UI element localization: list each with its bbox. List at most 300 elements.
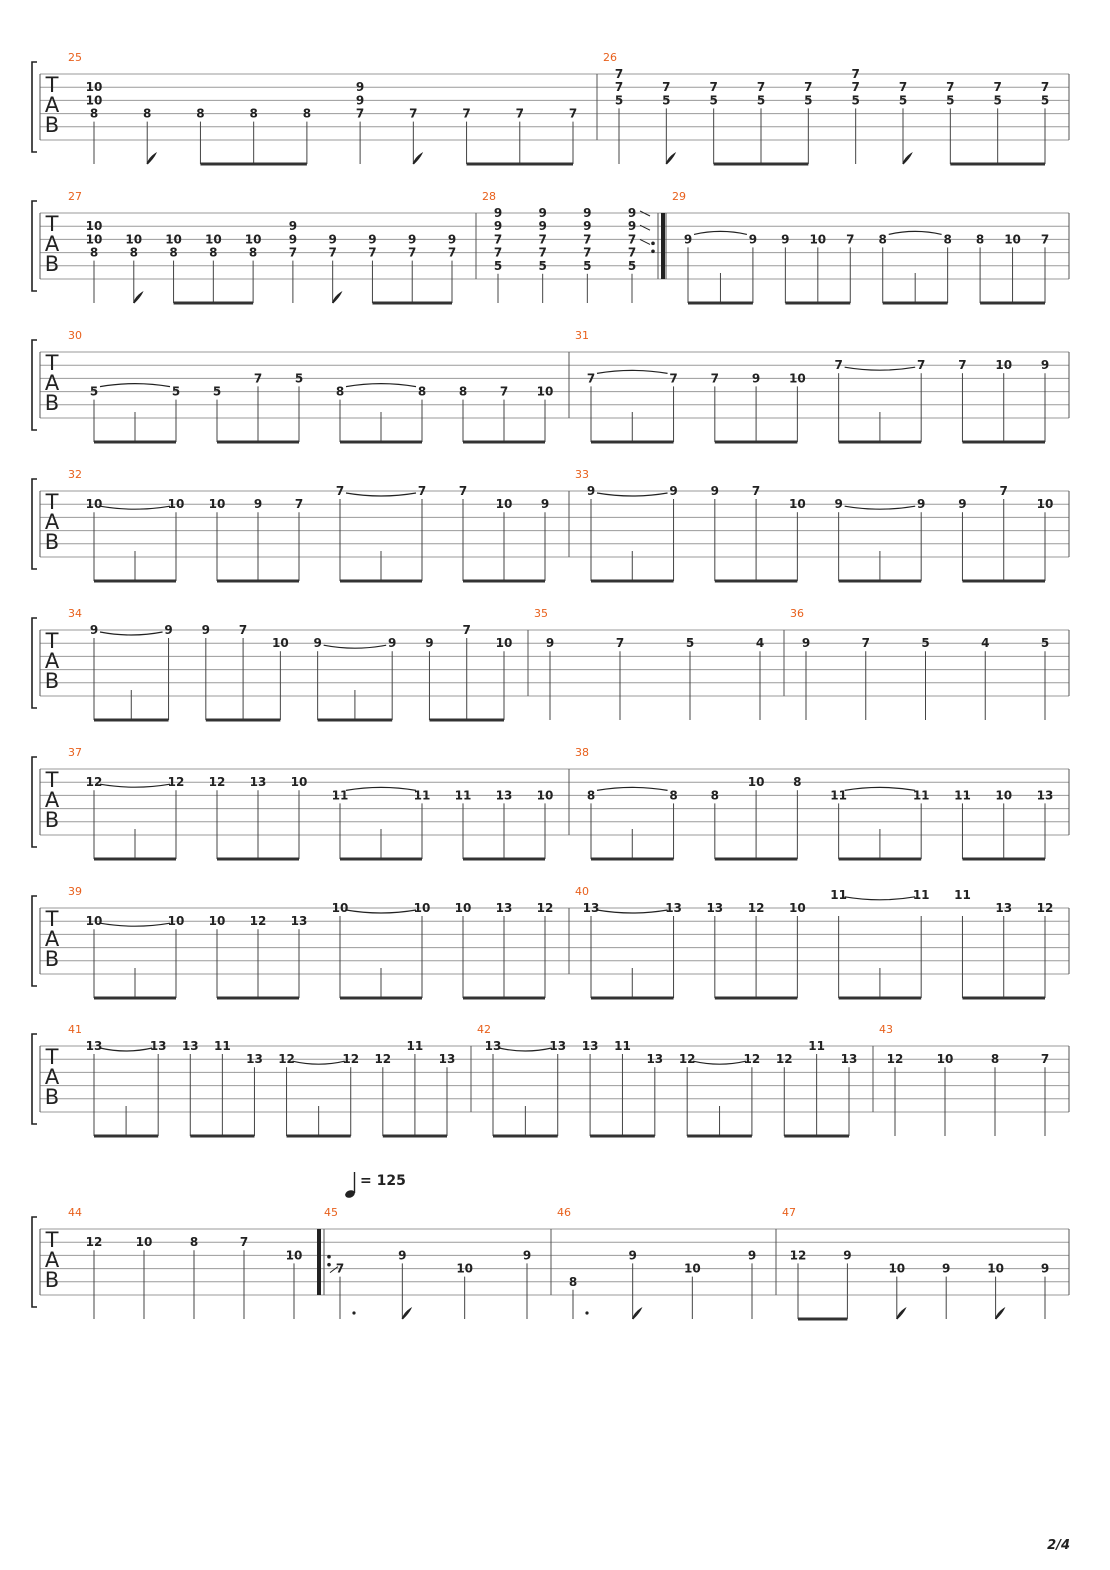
note bbox=[808, 1039, 825, 1136]
fret-number: 7 bbox=[1040, 1052, 1050, 1067]
fret-number: 7 bbox=[804, 80, 813, 95]
fret-number: 10 bbox=[85, 497, 103, 512]
note bbox=[995, 358, 1012, 442]
note bbox=[781, 232, 789, 303]
note bbox=[418, 484, 426, 581]
fret-number: 7 bbox=[238, 623, 248, 637]
note bbox=[744, 1052, 761, 1136]
fret-number: 5 bbox=[662, 93, 671, 108]
fret-number: 10 bbox=[413, 901, 431, 915]
measure-number: 28 bbox=[482, 190, 496, 203]
fret-number: 7 bbox=[1040, 80, 1050, 95]
fret-number: 10 bbox=[285, 1248, 303, 1263]
note bbox=[330, 1262, 356, 1319]
note bbox=[209, 497, 226, 581]
note bbox=[913, 888, 930, 998]
note bbox=[202, 623, 210, 720]
tab-clef-letter: A bbox=[44, 371, 60, 395]
note bbox=[942, 1262, 950, 1319]
fret-number: 9 bbox=[942, 1261, 951, 1276]
note bbox=[456, 1262, 473, 1319]
note bbox=[165, 232, 182, 303]
fret-number: 9 bbox=[288, 219, 298, 234]
note bbox=[272, 636, 289, 720]
fret-number: 8 bbox=[568, 1274, 578, 1289]
fret-number: 10 bbox=[85, 219, 103, 234]
measure-29 bbox=[672, 190, 1049, 303]
system-bracket bbox=[32, 340, 37, 430]
note bbox=[408, 232, 416, 303]
fret-number: 8 bbox=[878, 232, 887, 247]
tab-clef-letter: T bbox=[45, 73, 59, 97]
note bbox=[523, 1248, 531, 1319]
tie-arc bbox=[845, 367, 916, 370]
tab-clef-letter: T bbox=[45, 212, 59, 236]
tab-clef-letter: B bbox=[44, 113, 60, 137]
note bbox=[752, 484, 760, 581]
fret-number: 5 bbox=[1040, 636, 1050, 651]
fret-number: 10 bbox=[789, 901, 806, 915]
note bbox=[616, 636, 624, 720]
fret-number: 10 bbox=[495, 636, 513, 651]
fret-number: 7 bbox=[583, 245, 592, 260]
fret-number: 9 bbox=[628, 1248, 637, 1263]
tie-arc bbox=[100, 784, 170, 787]
repeat-dot bbox=[651, 242, 655, 246]
note bbox=[463, 623, 471, 720]
note bbox=[679, 1052, 746, 1136]
fret-number: 9 bbox=[328, 232, 337, 247]
note bbox=[245, 232, 262, 303]
note bbox=[537, 788, 554, 859]
fret-number: 9 bbox=[368, 232, 377, 247]
fret-number: 5 bbox=[898, 93, 908, 108]
fret-number: 10 bbox=[454, 901, 472, 915]
note bbox=[196, 107, 204, 164]
fret-number: 13 bbox=[840, 1052, 858, 1067]
eighth-flag bbox=[996, 1309, 1004, 1319]
measure-number: 29 bbox=[672, 190, 686, 203]
note bbox=[913, 788, 930, 859]
tab-system bbox=[32, 885, 1069, 998]
fret-number: 12 bbox=[85, 1235, 103, 1250]
tie-arc bbox=[845, 506, 916, 509]
fret-number: 4 bbox=[755, 636, 765, 651]
system-bracket bbox=[32, 618, 37, 708]
fret-number: 13 bbox=[181, 1039, 199, 1053]
tab-clef-letter: B bbox=[44, 1268, 60, 1292]
note bbox=[628, 1248, 640, 1319]
note bbox=[976, 232, 984, 303]
note bbox=[342, 1052, 359, 1136]
note bbox=[756, 636, 764, 720]
fret-number: 9 bbox=[545, 636, 555, 651]
fret-number: 10 bbox=[747, 775, 765, 790]
fret-number: 11 bbox=[912, 887, 930, 902]
fret-number: 9 bbox=[355, 80, 365, 95]
note bbox=[709, 80, 717, 164]
note bbox=[706, 901, 723, 998]
fret-number: 10 bbox=[789, 497, 806, 512]
dot bbox=[585, 1311, 588, 1314]
fret-number: 5 bbox=[294, 371, 304, 386]
note bbox=[168, 775, 185, 859]
fret-number: 8 bbox=[990, 1052, 1000, 1067]
note bbox=[1000, 484, 1008, 581]
fret-number: 8 bbox=[169, 245, 178, 260]
fret-number: 8 bbox=[248, 245, 258, 260]
measure-27 bbox=[68, 190, 456, 303]
note bbox=[516, 107, 524, 164]
fret-number: 7 bbox=[493, 245, 503, 260]
fret-number: 8 bbox=[129, 245, 138, 260]
fret-number: 11 bbox=[954, 887, 971, 902]
fret-number: 11 bbox=[808, 1039, 825, 1053]
note bbox=[789, 497, 806, 581]
fret-number: 10 bbox=[1004, 232, 1021, 247]
measure-31 bbox=[575, 329, 1049, 442]
note bbox=[802, 636, 810, 720]
fret-number: 9 bbox=[447, 232, 457, 247]
measure-35 bbox=[534, 607, 764, 720]
note bbox=[425, 636, 433, 720]
note bbox=[448, 232, 456, 303]
fret-number: 10 bbox=[204, 232, 222, 247]
note bbox=[809, 232, 826, 303]
eighth-flag bbox=[147, 154, 155, 164]
note bbox=[790, 1248, 807, 1319]
fret-number: 5 bbox=[171, 384, 181, 399]
measure-45 bbox=[324, 1206, 531, 1319]
tab-clef-letter: A bbox=[44, 93, 60, 117]
repeat-dot bbox=[651, 249, 655, 253]
note bbox=[125, 232, 142, 303]
fret-number: 9 bbox=[747, 1248, 757, 1263]
fret-number: 8 bbox=[335, 384, 345, 399]
note bbox=[374, 1052, 391, 1136]
tie-arc bbox=[346, 910, 416, 913]
fret-number: 13 bbox=[581, 1039, 599, 1053]
measure-43 bbox=[879, 1023, 1049, 1136]
note bbox=[254, 497, 262, 581]
tempo-marking bbox=[344, 1172, 406, 1199]
fret-number: 11 bbox=[413, 788, 431, 803]
measure-36 bbox=[790, 607, 1049, 720]
fret-number: 7 bbox=[999, 484, 1008, 498]
note bbox=[240, 1235, 248, 1319]
fret-number: 7 bbox=[515, 106, 524, 121]
note bbox=[1037, 788, 1054, 859]
fret-number: 9 bbox=[781, 232, 790, 247]
note bbox=[86, 1039, 153, 1136]
tab-system bbox=[32, 329, 1069, 442]
note bbox=[182, 1039, 199, 1136]
fret-number: 11 bbox=[954, 788, 971, 803]
fret-number: 10 bbox=[125, 232, 143, 247]
note bbox=[172, 385, 180, 442]
fret-number: 12 bbox=[678, 1052, 696, 1067]
note bbox=[250, 914, 267, 998]
note bbox=[336, 484, 416, 581]
tab-clef-letter: B bbox=[44, 530, 60, 554]
note bbox=[995, 788, 1012, 859]
fret-number: 7 bbox=[851, 67, 860, 81]
fret-number: 9 bbox=[493, 206, 503, 220]
eighth-flag bbox=[903, 154, 911, 164]
fret-number: 9 bbox=[1040, 358, 1050, 373]
fret-number: 9 bbox=[408, 232, 417, 247]
note bbox=[646, 1052, 663, 1136]
tab-system bbox=[32, 1023, 1069, 1136]
fret-number: 12 bbox=[85, 775, 103, 790]
fret-number: 7 bbox=[335, 1261, 345, 1276]
fret-number: 12 bbox=[249, 914, 267, 929]
note bbox=[213, 385, 221, 442]
measure-32 bbox=[68, 468, 549, 581]
note bbox=[757, 80, 765, 164]
note bbox=[496, 636, 513, 720]
tie-arc bbox=[100, 632, 163, 635]
fret-number: 5 bbox=[804, 93, 813, 108]
fret-number: 13 bbox=[495, 788, 513, 803]
note bbox=[143, 107, 155, 164]
note bbox=[711, 788, 719, 859]
note bbox=[409, 107, 421, 164]
fret-number: 13 bbox=[1036, 788, 1054, 803]
fret-number: 7 bbox=[335, 484, 345, 498]
tab-clef-letter: A bbox=[44, 788, 60, 812]
tie-arc bbox=[693, 1061, 746, 1064]
fret-number: 10 bbox=[995, 788, 1013, 803]
fret-number: 7 bbox=[669, 371, 678, 386]
measure-42 bbox=[477, 1023, 857, 1136]
note bbox=[336, 384, 416, 442]
fret-number: 7 bbox=[709, 80, 718, 95]
note bbox=[1041, 1052, 1049, 1136]
fret-number: 11 bbox=[331, 788, 349, 803]
fret-number: 10 bbox=[888, 1261, 906, 1276]
fret-number: 8 bbox=[710, 788, 719, 803]
eighth-flag bbox=[413, 154, 421, 164]
note bbox=[834, 358, 915, 442]
note bbox=[496, 788, 513, 859]
note bbox=[793, 775, 801, 859]
tab-clef-letter: T bbox=[45, 1228, 59, 1252]
measure-25 bbox=[68, 51, 577, 164]
note bbox=[439, 1052, 456, 1136]
fret-number: 8 bbox=[975, 232, 985, 247]
fret-number: 5 bbox=[89, 384, 99, 399]
measure-26 bbox=[603, 51, 1049, 164]
fret-number: 9 bbox=[313, 636, 322, 651]
fret-number: 8 bbox=[669, 788, 678, 803]
fret-number: 7 bbox=[614, 80, 624, 95]
note bbox=[86, 914, 170, 998]
fret-number: 12 bbox=[775, 1052, 793, 1067]
note bbox=[1041, 1262, 1049, 1319]
page-number: 2/4 bbox=[1047, 1538, 1070, 1553]
tie-arc bbox=[597, 787, 668, 790]
fret-number: 5 bbox=[1040, 93, 1050, 108]
measure-28 bbox=[482, 190, 663, 303]
note bbox=[254, 371, 262, 442]
fret-number: 10 bbox=[809, 232, 827, 247]
note bbox=[1041, 232, 1049, 303]
note bbox=[494, 206, 502, 303]
note bbox=[669, 788, 677, 859]
tempo-text: = 125 bbox=[360, 1173, 406, 1189]
fret-number: 13 bbox=[495, 901, 513, 915]
fret-number: 9 bbox=[627, 219, 637, 234]
fret-number: 13 bbox=[249, 775, 267, 790]
repeat-dot bbox=[327, 1255, 331, 1259]
fret-number: 9 bbox=[355, 93, 365, 108]
tie-arc bbox=[100, 1048, 152, 1051]
fret-number: 11 bbox=[214, 1039, 231, 1053]
fret-number: 8 bbox=[943, 232, 952, 247]
tie-arc bbox=[597, 493, 668, 496]
fret-number: 7 bbox=[627, 232, 637, 247]
note bbox=[843, 1248, 851, 1319]
note bbox=[239, 623, 247, 720]
note bbox=[587, 787, 668, 859]
note bbox=[628, 206, 650, 303]
tie-arc bbox=[346, 493, 416, 496]
note bbox=[388, 636, 396, 720]
fret-number: 7 bbox=[462, 106, 471, 121]
note bbox=[150, 1039, 167, 1136]
fret-number: 9 bbox=[538, 219, 547, 234]
note bbox=[537, 385, 554, 442]
fret-number: 8 bbox=[458, 384, 468, 399]
tab-system bbox=[32, 1172, 1069, 1319]
note bbox=[776, 1052, 793, 1136]
note bbox=[958, 497, 966, 581]
tie-arc bbox=[889, 231, 942, 234]
note bbox=[214, 1039, 231, 1136]
repeat-dot bbox=[327, 1263, 331, 1267]
fret-number: 10 bbox=[456, 1261, 474, 1276]
measure-34 bbox=[68, 607, 512, 720]
fret-number: 9 bbox=[425, 636, 434, 651]
measure-number: 41 bbox=[68, 1023, 82, 1036]
tab-clef-letter: A bbox=[44, 232, 60, 256]
fret-number: 8 bbox=[143, 106, 152, 121]
note bbox=[455, 901, 472, 998]
fret-number: 10 bbox=[536, 384, 554, 399]
fret-number: 7 bbox=[834, 358, 843, 373]
fret-number: 7 bbox=[458, 484, 468, 498]
fret-number: 5 bbox=[851, 93, 860, 108]
fret-number: 10 bbox=[85, 80, 103, 95]
tab-clef-letter: B bbox=[44, 808, 60, 832]
fret-number: 5 bbox=[993, 93, 1002, 108]
fret-number: 5 bbox=[493, 258, 503, 273]
note bbox=[569, 107, 577, 164]
note bbox=[414, 901, 431, 998]
note bbox=[291, 775, 308, 859]
measure-39 bbox=[68, 885, 553, 998]
note bbox=[851, 67, 859, 164]
note bbox=[90, 384, 170, 442]
fret-number: 10 bbox=[290, 775, 308, 790]
fret-number: 13 bbox=[85, 1039, 103, 1053]
fret-number: 7 bbox=[917, 358, 926, 373]
fret-number: 12 bbox=[886, 1052, 904, 1067]
fret-number: 9 bbox=[801, 636, 811, 651]
fret-number: 7 bbox=[538, 232, 547, 247]
note bbox=[459, 385, 467, 442]
note bbox=[879, 231, 942, 303]
fret-number: 13 bbox=[149, 1039, 167, 1053]
system-bracket bbox=[32, 479, 37, 569]
note bbox=[954, 888, 971, 998]
note bbox=[669, 371, 677, 442]
note bbox=[888, 1262, 905, 1319]
fret-number: 9 bbox=[540, 497, 550, 512]
note bbox=[748, 901, 765, 998]
fret-number: 8 bbox=[189, 1235, 199, 1250]
note bbox=[546, 636, 554, 720]
note bbox=[1041, 80, 1049, 164]
note bbox=[846, 232, 854, 303]
fret-number: 7 bbox=[751, 484, 761, 498]
tie-arc bbox=[597, 910, 668, 913]
tab-clef-letter: T bbox=[45, 351, 59, 375]
fret-number: 7 bbox=[615, 636, 625, 651]
note bbox=[981, 636, 989, 720]
fret-number: 9 bbox=[583, 206, 592, 220]
measure-number: 38 bbox=[575, 746, 589, 759]
measure-number: 25 bbox=[68, 51, 82, 64]
system-bracket bbox=[32, 201, 37, 291]
fret-number: 13 bbox=[290, 914, 308, 929]
system-bracket bbox=[32, 1034, 37, 1124]
fret-number: 7 bbox=[851, 80, 860, 95]
fret-number: 11 bbox=[454, 788, 472, 803]
note bbox=[991, 1052, 999, 1136]
eighth-flag bbox=[666, 154, 674, 164]
fret-number: 10 bbox=[936, 1052, 954, 1067]
note bbox=[748, 1248, 756, 1319]
fret-number: 7 bbox=[568, 106, 578, 121]
note bbox=[1041, 358, 1049, 442]
note bbox=[209, 775, 226, 859]
fret-number: 10 bbox=[167, 914, 185, 929]
fret-number: 7 bbox=[328, 245, 337, 260]
measure-number: 33 bbox=[575, 468, 589, 481]
tab-clef-letter: T bbox=[45, 1045, 59, 1069]
fret-number: 7 bbox=[538, 245, 547, 260]
fret-number: 12 bbox=[278, 1052, 295, 1067]
fret-number: 7 bbox=[993, 80, 1002, 95]
note bbox=[917, 358, 925, 442]
measure-number: 44 bbox=[68, 1206, 82, 1219]
fret-number: 7 bbox=[253, 371, 263, 386]
note bbox=[86, 80, 103, 164]
fret-number: 7 bbox=[583, 232, 592, 247]
tab-clef-letter: T bbox=[45, 768, 59, 792]
note bbox=[278, 1052, 345, 1136]
fret-number: 12 bbox=[743, 1052, 761, 1067]
fret-number: 9 bbox=[751, 371, 761, 386]
note bbox=[537, 901, 554, 998]
note bbox=[1041, 636, 1049, 720]
fret-number: 7 bbox=[861, 636, 870, 651]
fret-number: 13 bbox=[706, 901, 724, 915]
measure-number: 40 bbox=[575, 885, 589, 898]
fret-number: 5 bbox=[538, 258, 547, 273]
